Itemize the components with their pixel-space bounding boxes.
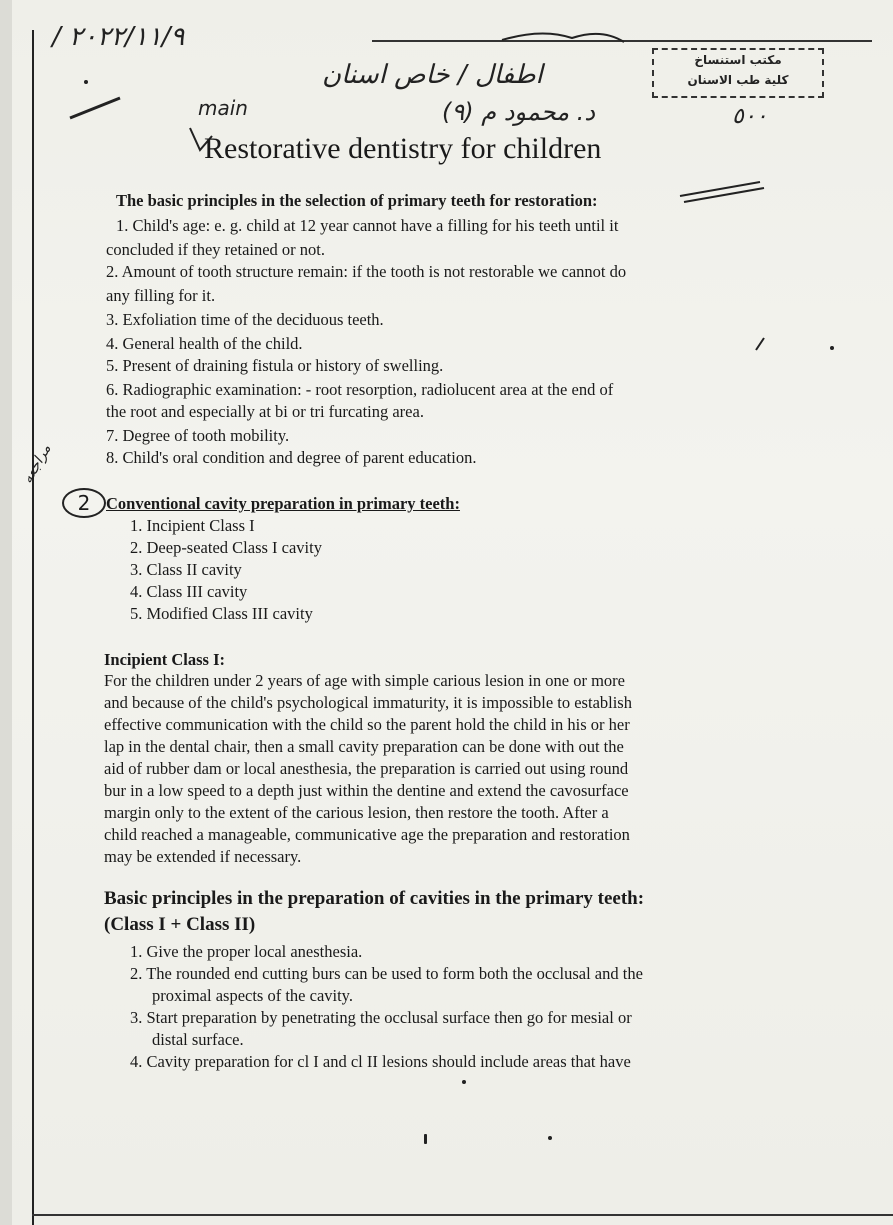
- paragraph-line: may be extended if necessary.: [104, 847, 302, 866]
- pen-stroke: [70, 98, 120, 118]
- list-item: 5. Modified Class III cavity: [130, 604, 313, 623]
- paragraph-line: child reached a manageable, communicative age the preparation and restoration: [104, 825, 630, 844]
- underline-stroke: [680, 182, 760, 196]
- dot-mark: [462, 1080, 466, 1084]
- list-item: distal surface.: [152, 1030, 244, 1049]
- list-item: 2. Deep-seated Class I cavity: [130, 538, 322, 557]
- paragraph-line: effective communication with the child so the parent hold the child in his or her: [104, 715, 630, 734]
- scribble: [502, 33, 624, 42]
- list-item: 4. Class III cavity: [130, 582, 248, 601]
- list-item: 4. General health of the child.: [106, 334, 303, 353]
- paragraph-line: margin only to the extent of the carious lesion, then restore the tooth. After a: [104, 803, 609, 822]
- stamp: [652, 48, 824, 98]
- paragraph-line: bur in a low speed to a depth just within the dentine and extend the cavosurface: [104, 781, 629, 800]
- handwritten-margin-note: مراجعه: [19, 441, 55, 487]
- handwritten-doctor: د. محمود م (٩): [442, 98, 595, 126]
- list-item: 8. Child's oral condition and degree of parent education.: [106, 448, 477, 467]
- section-subheading: (Class I + Class II): [104, 914, 256, 935]
- section-heading: Incipient Class I:: [104, 650, 226, 669]
- list-item: 3. Start preparation by penetrating the occlusal surface then go for mesial or: [130, 1008, 632, 1027]
- paragraph-line: aid of rubber dam or local anesthesia, the preparation is carried out using round: [104, 759, 629, 778]
- list-item: 4. Cavity preparation for cl I and cl II lesions should include areas that have: [130, 1052, 631, 1071]
- list-item: the root and especially at bi or tri furcating area.: [106, 402, 424, 421]
- paragraph-line: For the children under 2 years of age with simple carious lesion in one or more: [104, 671, 625, 690]
- list-item: 6. Radiographic examination: - root resorption, radiolucent area at the end of: [106, 380, 614, 399]
- list-item: 1. Give the proper local anesthesia.: [130, 942, 363, 961]
- section-heading: Basic principles in the preparation of cavities in the primary teeth:: [104, 888, 645, 909]
- list-item: 5. Present of draining fistula or history of swelling.: [106, 356, 444, 375]
- dot-mark: [84, 80, 88, 84]
- tick-mark: [756, 338, 764, 350]
- dot-mark: [424, 1134, 427, 1144]
- list-item: 2. Amount of tooth structure remain: if the tooth is not restorable we cannot do: [106, 262, 627, 281]
- section-number-circle: 2: [62, 488, 106, 518]
- paragraph: [104, 670, 764, 868]
- handwritten-date: / ٢٠٢٢/١١/٩: [52, 22, 185, 52]
- handwritten-price-note: ٥٠٠: [732, 104, 768, 129]
- paragraph-line: and because of the child's psychological immaturity, it is impossible to establish: [104, 693, 632, 712]
- list-item: 2. The rounded end cutting burs can be used to form both the occlusal and the: [130, 964, 643, 983]
- stamp-line: كلية طب الاسنان: [687, 73, 789, 87]
- list-item: any filling for it.: [106, 286, 216, 305]
- list-item: 3. Exfoliation time of the deciduous teeth.: [106, 310, 384, 329]
- list-item: 3. Class II cavity: [130, 560, 242, 579]
- list-item: concluded if they retained or not.: [106, 240, 326, 259]
- list-item: 7. Degree of tooth mobility.: [106, 426, 290, 445]
- page-title: Restorative dentistry for children: [204, 132, 602, 165]
- dot-mark: [548, 1136, 552, 1140]
- stamp-line: مكتب استنساخ: [694, 53, 782, 67]
- handwritten-main-note: main: [198, 96, 248, 120]
- list-item: proximal aspects of the cavity.: [152, 986, 353, 1005]
- list-item: 1. Incipient Class I: [130, 516, 255, 535]
- handwritten-subject: اطفال / خاص اسنان: [322, 60, 543, 90]
- section-heading: The basic principles in the selection of primary teeth for restoration:: [116, 191, 598, 210]
- section-heading: Conventional cavity preparation in primary teeth:: [106, 494, 460, 513]
- underline-stroke: [684, 188, 764, 202]
- list-item: 1. Child's age: e. g. child at 12 year cannot have a filling for his teeth until it: [116, 216, 619, 235]
- paragraph-line: lap in the dental chair, then a small cavity preparation can be done with out the: [104, 737, 624, 756]
- document-page: [12, 0, 893, 1225]
- dot-mark: [830, 346, 834, 350]
